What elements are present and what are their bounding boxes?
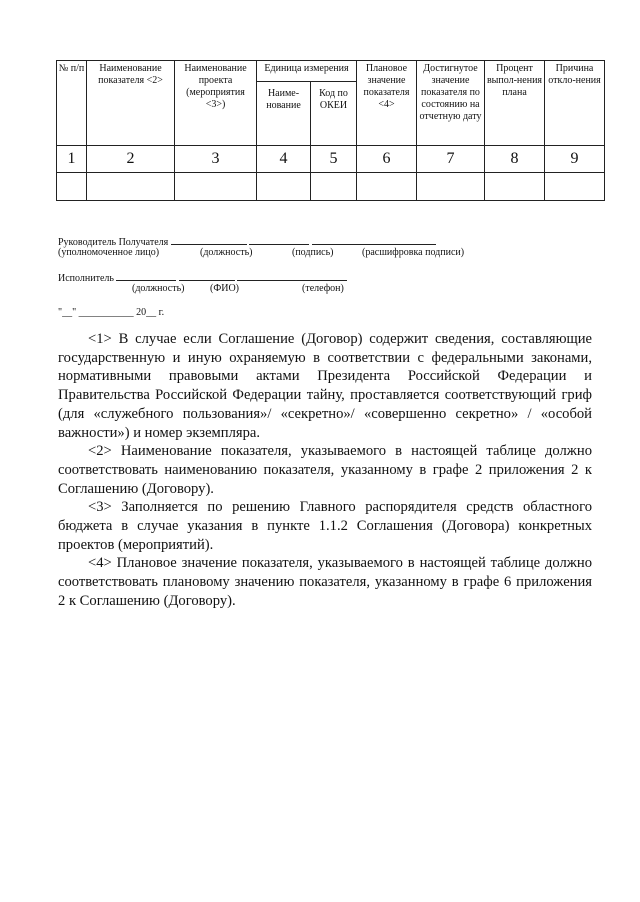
column-number: 4 (257, 146, 311, 173)
executor-phone-caption: (телефон) (302, 283, 344, 294)
footnote-1: <1> В случае если Соглашение (Договор) содержит сведения, составляющие государственную и иную охраняемую в соответствии с федеральными законами, нормативными правовыми актами Президента Российской Федерации и Правительства Российской Федерации тайну, проставляется соответствующий гриф (для «служебного пользования»/ «секретно»/ «совершенно секретно» / «особой важности») и номер экземпляра. (58, 331, 592, 441)
head-decode-caption: (расшифровка подписи) (362, 247, 465, 258)
header-indicator-name: Наименование показателя <2> (87, 61, 175, 146)
footnote-2: <2> Наименование показателя, указываемого в настоящей таблице должно соответствовать наименованию показателя, указанному в графе 2 приложения 2 к Соглашению (Договору). (58, 443, 592, 497)
table-cell[interactable] (417, 173, 485, 201)
column-number: 2 (87, 146, 175, 173)
column-number: 6 (357, 146, 417, 173)
header-reason: Причина откло-нения (545, 61, 605, 146)
table-cell[interactable] (485, 173, 545, 201)
executor-label: Исполнитель (58, 273, 114, 284)
column-numbers-row (57, 146, 605, 173)
header-unit-name: Наиме-нование (257, 82, 311, 146)
header-planned-value: Плановое значение показателя <4> (357, 61, 417, 146)
head-sign-field[interactable] (249, 234, 309, 245)
executor-phone-field[interactable] (237, 270, 347, 281)
column-number: 1 (57, 146, 87, 173)
table-cell[interactable] (257, 173, 311, 201)
executor-fio-field[interactable] (179, 270, 235, 281)
column-number: 3 (175, 146, 257, 173)
column-number: 5 (311, 146, 357, 173)
table-cell[interactable] (357, 173, 417, 201)
column-number: 8 (485, 146, 545, 173)
head-label: Руководитель Получателя (58, 237, 169, 248)
head-position-field[interactable] (171, 234, 247, 245)
head-decode-field[interactable] (312, 234, 436, 245)
header-number: № п/п (57, 61, 87, 146)
head-sub-label: (уполномоченное лицо) (58, 247, 160, 258)
executor-position-caption: (должность) (132, 283, 185, 294)
table-cell[interactable] (545, 173, 605, 201)
header-percent: Процент выпол-нения плана (485, 61, 545, 146)
table-cell[interactable] (311, 173, 357, 201)
header-achieved-value: Достигнутое значение показателя по состоянию на отчетную дату (417, 61, 485, 146)
table-cell[interactable] (87, 173, 175, 201)
head-position-caption: (должность) (200, 247, 253, 258)
indicators-table (56, 60, 605, 201)
header-project-name: Наименование проекта (мероприятия <3>) (175, 61, 257, 146)
date-line: "__" ___________ 20__ г. (58, 307, 165, 318)
footnote-4: <4> Плановое значение показателя, указываемого в настоящей таблице должно соответствовать плановому значению показателя, указанному в графе 6 приложения 2 к Соглашению (Договору). (58, 555, 592, 609)
footnote-3: <3> Заполняется по решению Главного распорядителя средств областного бюджета в случае указания в пункте 1.1.2 Соглашения (Договора) конкретных проектов (мероприятий). (58, 499, 592, 553)
header-unit-group: Единица измерения (257, 61, 357, 82)
table-cell[interactable] (57, 173, 87, 201)
column-number: 9 (545, 146, 605, 173)
table-cell[interactable] (175, 173, 257, 201)
table-row (57, 173, 605, 201)
executor-fio-caption: (ФИО) (210, 283, 240, 294)
footnotes (58, 330, 592, 611)
head-sign-caption: (подпись) (292, 247, 334, 258)
header-okei-code: Код по ОКЕИ (311, 82, 357, 146)
column-number: 7 (417, 146, 485, 173)
executor-position-field[interactable] (116, 270, 176, 281)
